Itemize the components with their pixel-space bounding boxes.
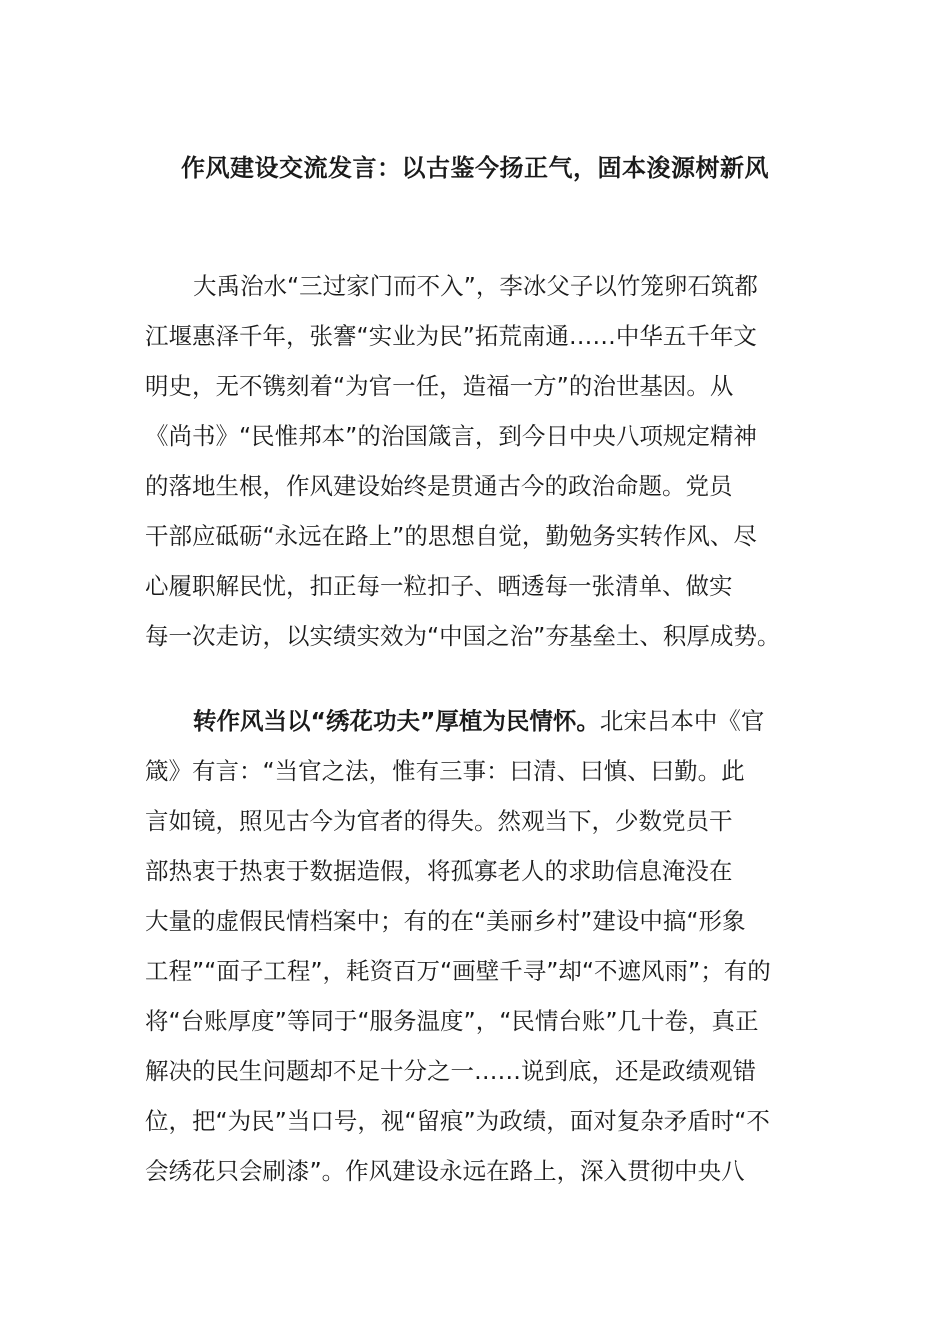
paragraph-line: 将“台账厚度”等同于“服务温度”，“民情台账”几十卷，真正 [145,1007,759,1035]
paragraph-line: 部热衷于热衷于数据造假，将孤寡老人的求助信息淹没在 [145,857,733,885]
paragraph-line: 解决的民生问题却不足十分之一……说到底，还是政绩观错 [145,1057,756,1085]
paragraph-line: 心履职解民忧，扣正每一粒扣子、晒透每一张清单、做实 [145,572,733,600]
paragraph-line: 《尚书》“民惟邦本”的治国箴言，到今日中央八项规定精神 [145,422,757,450]
paragraph-line: 言如镜，照见古今为官者的得失。然观当下，少数党员干 [145,807,733,835]
paragraph-line: 工程”“面子工程”，耗资百万“画壁千寻”却“不遮风雨”；有的 [145,957,771,985]
paragraph-line: 箴》有言：“当官之法，惟有三事：曰清、曰慎、曰勤。此 [145,757,745,785]
paragraph-line: 干部应砥砺“永远在路上”的思想自觉，勤勉务实转作风、尽 [145,522,757,550]
paragraph-first-line-text: 北宋吕本中《官 [599,707,765,735]
paragraph-line: 江堰惠泽千年，张謇“实业为民”拓荒南通……中华五千年文 [145,322,757,350]
paragraph-line: 大量的虚假民情档案中；有的在“美丽乡村”建设中搞“形象 [145,907,746,935]
paragraph-2 [145,696,815,1196]
paragraph-lead-heading: 转作风当以“绣花功夫”厚植为民情怀。 [193,707,600,735]
paragraph-line: 位，把“为民”当口号，视“留痕”为政绩，面对复杂矛盾时“不 [145,1107,770,1135]
paragraph-line: 明史，无不镌刻着“为官一任，造福一方”的治世基因。从 [145,372,734,400]
document-title: 作风建设交流发言：以古鉴今扬正气，固本浚源树新风 [181,154,769,183]
paragraph-line: 每一次走访，以实绩实效为“中国之治”夯基垒土、积厚成势。 [145,622,781,650]
paragraph-line: 的落地生根，作风建设始终是贯通古今的政治命题。党员 [145,472,733,500]
paragraph-first-line [145,696,815,746]
paragraph-line: 会绣花只会刷漆”。作风建设永远在路上，深入贯彻中央八 [145,1157,745,1185]
paragraph-1 [145,261,815,661]
paragraph-line: 大禹治水“三过家门而不入”，李冰父子以竹笼卵石筑都 [193,272,758,300]
